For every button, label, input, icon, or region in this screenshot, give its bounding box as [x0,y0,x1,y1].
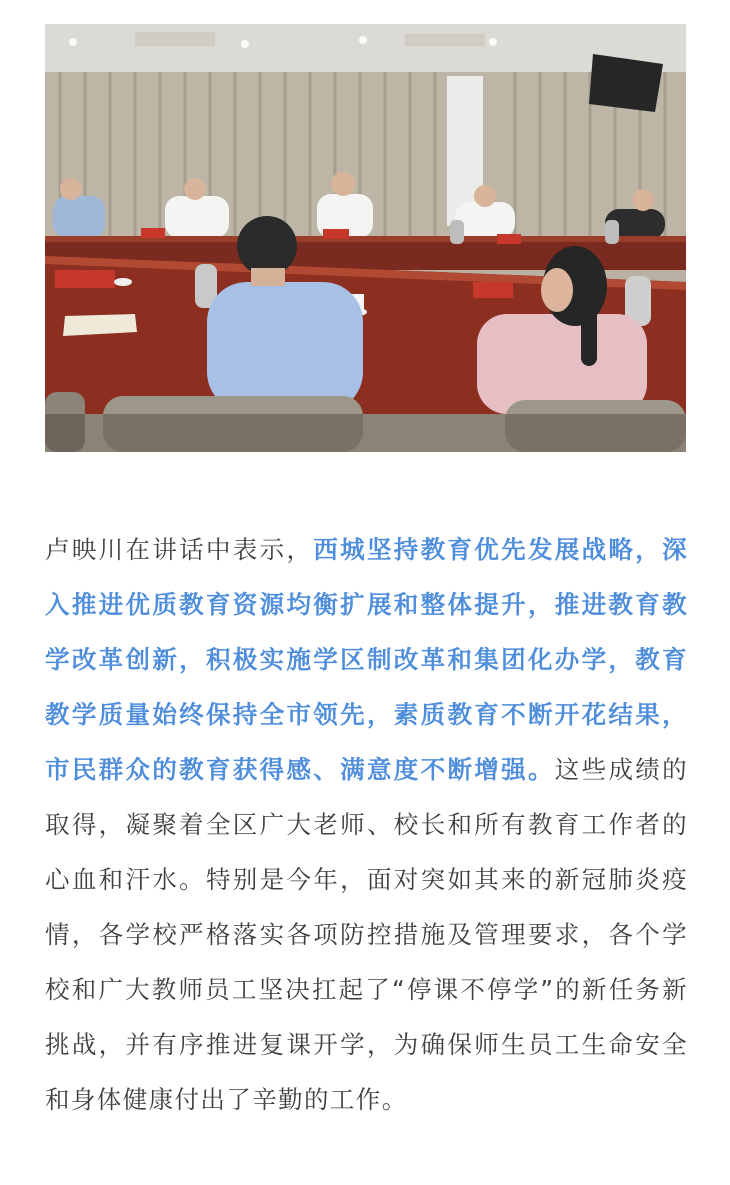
article-lead: 卢映川在讲话中表示， [45,535,314,564]
meeting-photo [45,24,686,452]
article-paragraph [45,522,688,1127]
meeting-photo-drawing [45,24,686,452]
article-highlight: 西城坚持教育优先发展战略，深入推进优质教育资源均衡扩展和整体提升，推进教育教学改革创新，积极实施学区制改革和集团化办学，教育教学质量始终保持全市领先，素质教育不断开花结果，市民群众的教育获得感、满意度不断增强。 [45,535,689,784]
article-body: 这些成绩的取得，凝聚着全区广大老师、校长和所有教育工作者的心血和汗水。特别是今年，面对突如其来的新冠肺炎疫情，各学校严格落实各项防控措施及管理要求，各个学校和广大教师员工坚决扛起了“停课不停学”的新任务新挑战，并有序推进复课开学，为确保师生员工生命安全和身体健康付出了辛勤的工作。 [45,755,689,1114]
